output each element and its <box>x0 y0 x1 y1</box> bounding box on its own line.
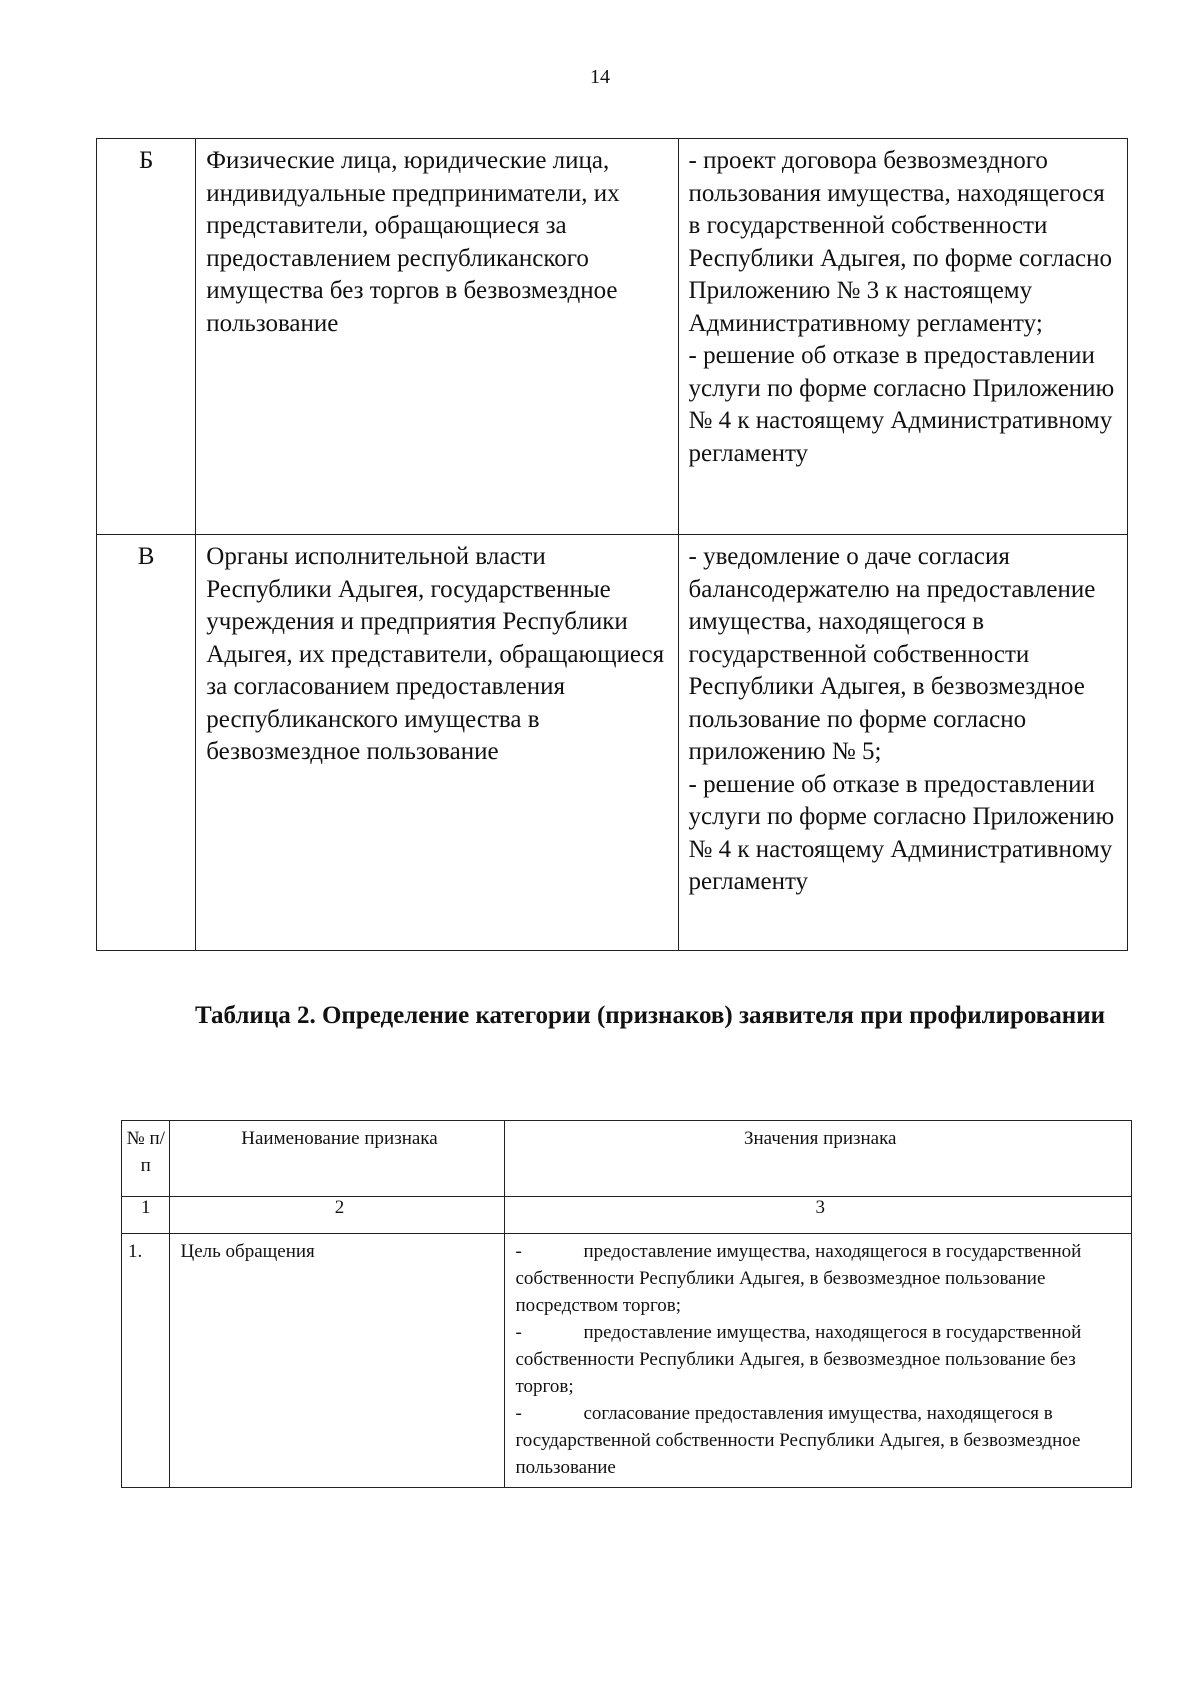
result-cell <box>678 139 1127 535</box>
category-letter: В <box>97 535 196 951</box>
column-index: 3 <box>505 1197 1132 1234</box>
page-number: 14 <box>590 66 610 88</box>
applicant-description: Физические лица, юридические лица, индивидуальные предприниматели, их представители, обращающиеся за предоставлением республиканского имущества без торгов в безвозмездное пользование <box>196 139 678 535</box>
value-item <box>515 1319 1125 1400</box>
column-header-name: Наименование признака <box>170 1121 505 1197</box>
column-index: 2 <box>170 1197 505 1234</box>
table-row <box>122 1234 1132 1488</box>
result-item: - уведомление о даче согласия балансодержателю на предоставление имущества, находящегося в государственной собственности Республики Адыгея, в безвозмездное пользование по форме согласно приложению № 5; <box>688 543 1096 765</box>
table-row <box>97 139 1128 535</box>
dash-marker: - <box>515 1241 522 1262</box>
column-index-row <box>122 1197 1132 1234</box>
result-cell <box>678 535 1127 951</box>
table-row <box>97 535 1128 951</box>
column-index: 1 <box>122 1197 170 1234</box>
applicant-results-table <box>96 138 1128 951</box>
value-text: предоставление имущества, находящегося в государственной собственности Республики Адыгея, в безвозмездное пользование без торгов; <box>515 1322 1082 1397</box>
dash-marker: - <box>515 1322 522 1343</box>
applicant-profile-table <box>121 1120 1132 1488</box>
category-letter: Б <box>97 139 196 535</box>
column-header-values: Значения признака <box>505 1121 1132 1197</box>
table-2-heading: Таблица 2. Определение категории (признаков) заявителя при профилировании <box>194 1002 1106 1029</box>
result-item: - решение об отказе в предоставлении услуги по форме согласно Приложению № 4 к настоящему Административному регламенту <box>688 770 1115 895</box>
attribute-name: Цель обращения <box>170 1234 505 1488</box>
applicant-description: Органы исполнительной власти Республики Адыгея, государственные учреждения и предприятия Республики Адыгея, их представители, обращающиеся за согласованием предоставления республиканского имущества в безвозмездное пользование <box>196 535 678 951</box>
row-number: 1. <box>122 1234 170 1488</box>
value-text: предоставление имущества, находящегося в государственной собственности Республики Адыгея, в безвозмездное пользование посредством торгов; <box>515 1241 1082 1316</box>
dash-marker: - <box>515 1403 522 1424</box>
attribute-values <box>505 1234 1132 1488</box>
table-header-row <box>122 1121 1132 1197</box>
result-item: - решение об отказе в предоставлении услуги по форме согласно Приложению № 4 к настоящему Административному регламенту <box>688 342 1115 467</box>
value-text: согласование предоставления имущества, находящегося в государственной собственности Республики Адыгея, в безвозмездное пользование <box>515 1403 1081 1478</box>
value-item <box>515 1400 1125 1481</box>
value-item <box>515 1238 1125 1319</box>
result-item: - проект договора безвозмездного пользования имущества, находящегося в государственной собственности Республики Адыгея, по форме согласно Приложению № 3 к настоящему Административному регламенту; <box>688 147 1113 337</box>
column-header-number: № п/п <box>122 1121 170 1197</box>
